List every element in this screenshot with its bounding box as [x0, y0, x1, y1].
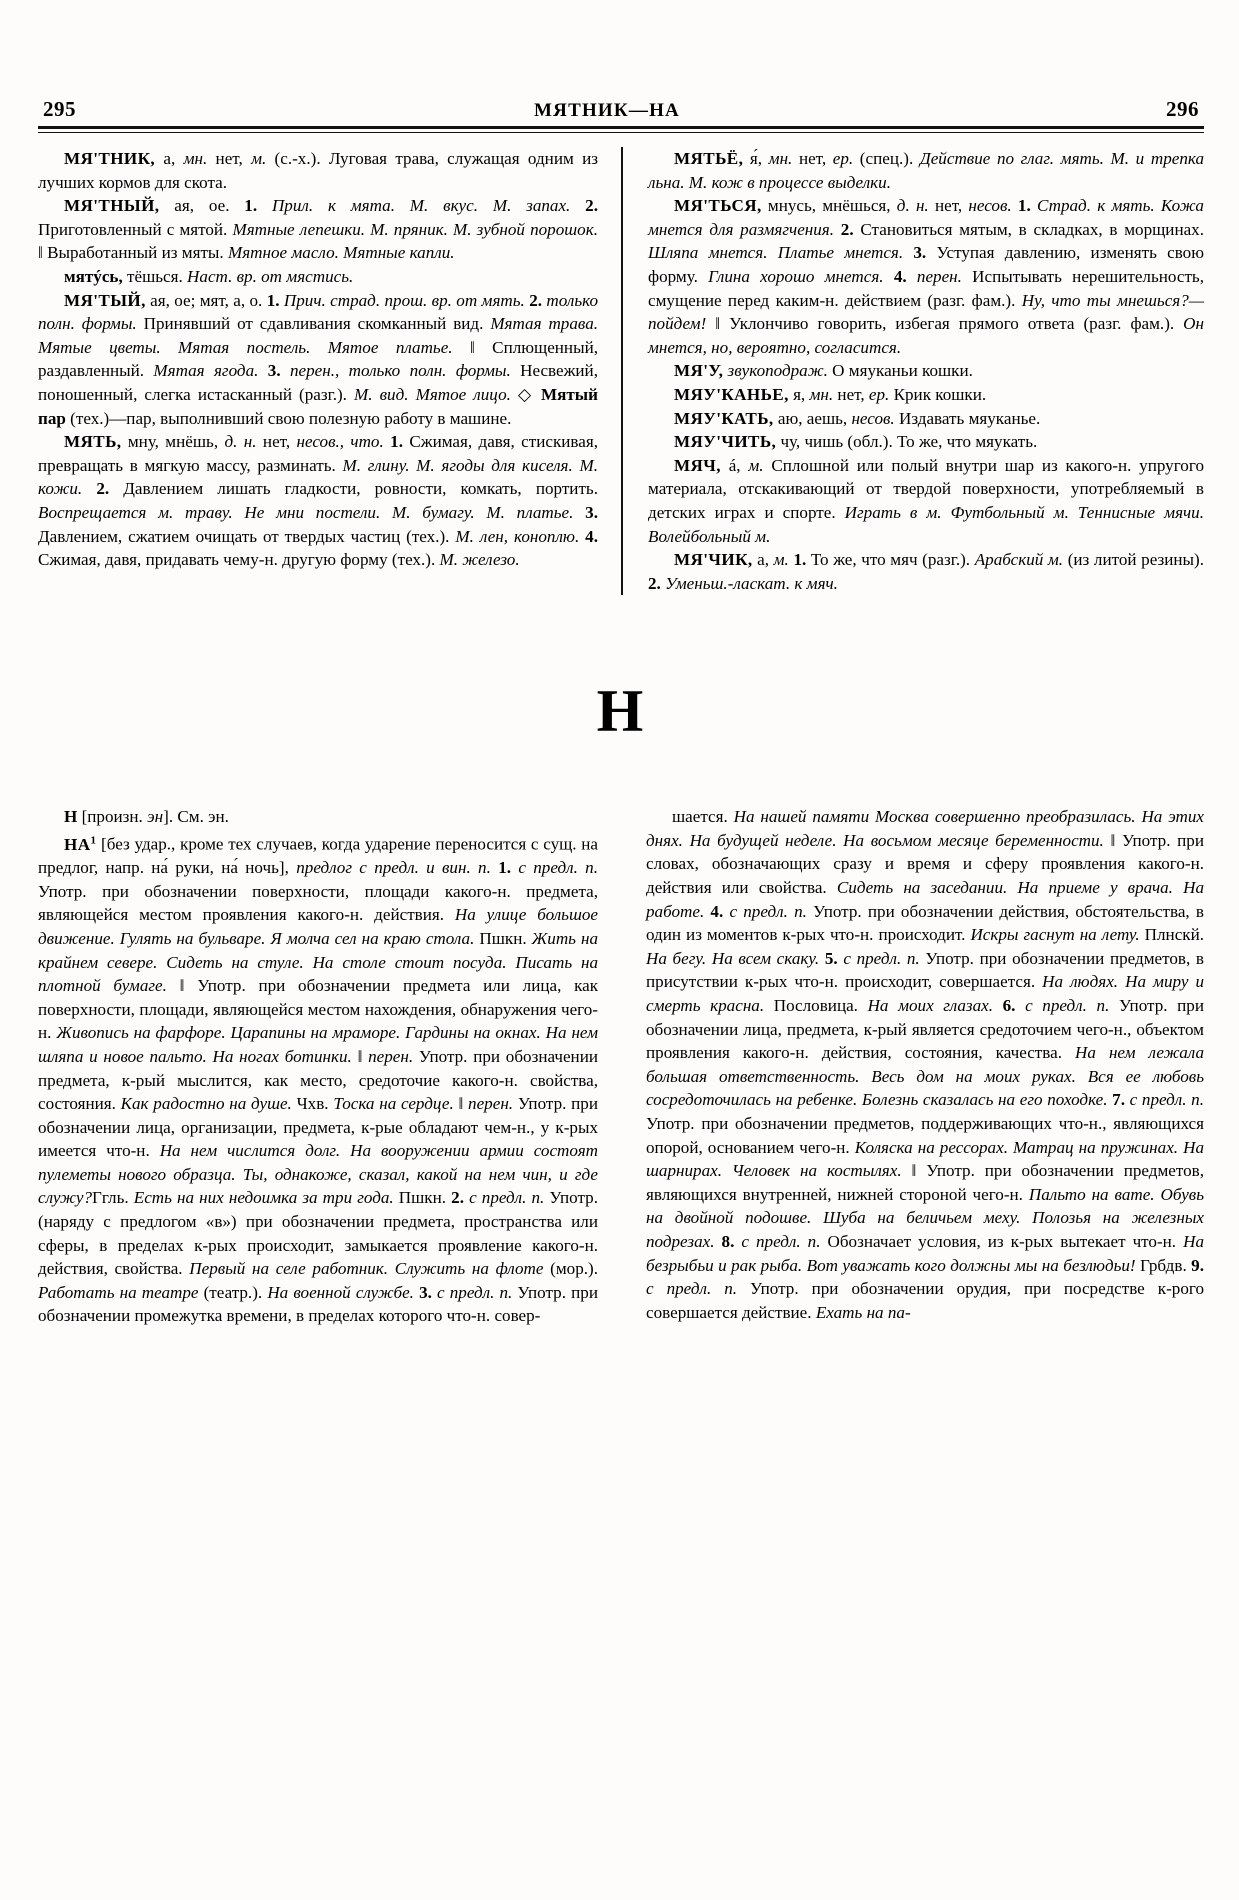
section-myatnik [38, 147, 1204, 595]
letter-heading-n: Н [596, 678, 646, 745]
column-right-section1 [621, 147, 1204, 595]
dictionary-entry: Н [произн. эн]. См. эн. [64, 807, 229, 827]
dictionary-entry: $НА^1$ [без удар., кроме тех случаев, когда ударение переносится с сущ. на предлог, напр. на́ руки, на́ ночь], предлог с предл. и вин. п. 1. с предл. п. Употр. при обозначении поверхности, площади какого-н. предмета, являющейся местом проявления какого-н. действия. На улице большое движение. Гулять на бульваре. Я молча сел на краю стола. Пшкн. Жить на крайнем севере. Сидеть на стуле. На столе стоит посуда. Писать на плотной бумаге. ‖ Употр. при обозначении предмета или лица, как поверхности, площади, являющейся местом нахождения, обнаружения чего-н. Живопись на фарфоре. Царапины на мраморе. Гардины на окнах. На нем шляпа и новое пальто. На ногах ботинки. ‖ перен. Употр. при обозначении предмета, к-рый мыслится, как место, средоточие какого-н. свойства, состояния. Как радостно на душе. Чхв. Тоска на сердце. ‖ перен. Употр. при обозначении лица, организации, предмета, к-рые обладают чем-н., у к-рых имеется что-н. На нем числится долг. На вооружении армии состоят пулеметы нового образца. Ты, однакоже, сказал, какой на нем чин, и где служу?Ггль. Есть на них недоимка за три года. Пшкн. 2. с предл. п. Употр. (наряду с предлогом «в») при обозначении предмета, пространства или сферы, в пределах к-рых происходит, замыкается проявление какого-н. действия, свойства. Первый на селе работник. Служить на флоте (мор.). Работать на театре (театр.). На военной службе. 3. с предл. п. Употр. при обозначении промежутка времени, в пределах которого что-н. совер- [38, 833, 599, 1326]
column-left-section2 [38, 805, 621, 1328]
dictionary-entry: МЯ'ТЬСЯ, мнусь, мнёшься, д. н. нет, несов. 1. Страд. к мять. Кожа мнется для размягчения. 2. Становиться мятым, в складках, в морщинах. Шляпа мнется. Платье мнется. 3. Уступая давлению, изменять свою форму. Глина хорошо мнется. 4. перен. Испытывать нерешительность, смущение перед каким-н. действием (разг. фам.). Ну, что ты мнешься?—пойдем! ‖ Уклончиво говорить, избегая прямого ответа (разг. фам.). Он мнется, но, вероятно, согласится. [648, 196, 1205, 357]
folio-right: 296 [1166, 97, 1199, 121]
header-rule [38, 126, 1204, 133]
running-title: МЯТНИК—НА [534, 100, 680, 121]
dictionary-entry: МЯ'ЧИК, а, м. 1. То же, что мяч (разг.). Арабский м. (из литой резины). 2. Уменьш.-ласкат. к мяч. [648, 550, 1204, 593]
column-right-section2 [621, 805, 1204, 1328]
dictionary-entry: МЯ'ТНИК, а, мн. нет, м. (с.-х.). Луговая трава, служащая одним из лучших кормов для скота. [38, 149, 598, 192]
running-head [38, 92, 1204, 120]
column-left-section1 [38, 147, 621, 595]
dictionary-entry: МЯТЬ, мну, мнёшь, д. н. нет, несов., что. 1. Сжимая, давя, стискивая, превращать в мягкую массу, разминать. М. глину. М. ягоды для киселя. М. кожи. 2. Давлением лишать гладкости, ровности, комкать, портить. Воспрещается м. траву. Не мни постели. М. бумагу. М. платье. 3. Давлением, сжатием очищать от твердых частиц (тех.). М. лен, коноплю. 4. Сжимая, давя, придавать чему-н. другую форму (тех.). М. железо. [38, 432, 598, 570]
dictionary-entry: мятýсь, тёшься. Наст. вр. от мястись. [64, 266, 354, 286]
dictionary-entry: МЯЧ, á, м. Сплошной или полый внутри шар из какого-н. упругого материала, отскакивающий от твердой поверхности, употребляемый в детских играх и спорте. Играть в м. Футбольный м. Теннисные мячи. Волейбольный м. [648, 455, 1204, 546]
dictionary-entry: МЯ'ТЫЙ, ая, ое; мят, а, о. 1. Прич. страд. прош. вр. от мять. 2. только полн. формы. Принявший от сдавливания скомканный вид. Мятая трава. Мятые цветы. Мятая постель. Мятое платье. ‖ Сплющенный, раздавленный. Мятая ягода. 3. перен., только полн. формы. Несвежий, поношенный, слегка истасканный (разг.). М. вид. Мятое лицо. ◇ Мятый пар (тех.)—пар, выполнивший свою полезную работу в машине. [38, 290, 599, 428]
folio-left: 295 [43, 97, 76, 121]
dictionary-entry: МЯ'У, звукоподраж. О мяуканьи кошки. [674, 361, 973, 381]
dictionary-entry: МЯТЬЁ, я́, мн. нет, ер. (спец.). Действие по глаг. мять. М. и трепка льна. М. кож в процессе выделки. [648, 149, 1204, 192]
dictionary-entry-continued: шается. На нашей памяти Москва совершенно преобразилась. На этих днях. На будущей неделе. На восьмом месяце беременности. ‖ Употр. при словах, обозначающих сразу и время и сферу проявления какого-н. действия или свойства. Сидеть на заседании. На приеме у врача. На работе. 4. с предл. п. Употр. при обозначении действия, обстоятельства, в один из моментов к-рых что-н. происходит. Искры гаснут на лету. Плнскй. На бегу. На всем скаку. 5. с предл. п. Употр. при обозначении предметов, в присутствии к-рых что-н. происходит, совершается. На людях. На миру и смерть красна. Пословица. На моих глазах. 6. с предл. п. Употр. при обозначении лица, предмета, к-рый является средоточием чего-н., объектом проявления какого-н. действия, состояния, качества. На нем лежала большая ответственность. Весь дом на моих руках. Вся ее любовь сосредоточилась на ребенке. Болезнь сказалась на его походке. 7. с предл. п. Употр. при обозначении предметов, поддерживающих что-н., являющихся опорой, основанием чего-н. Коляска на рессорах. Матрац на пружинах. На шарнирах. Человек на костылях. ‖ Употр. при обозначении предметов, являющихся внутренней, нижней стороной чего-н. Пальто на вате. Обувь на двойной подошве. Шуба на беличьем меху. Полозья на железных подрезах. 8. с предл. п. Обозначает условия, из к-рых вытекает что-н. На безрыбьи и рак рыба. Вот уважать кого должны мы на безлюдьи! Грбдв. 9. с предл. п. Употр. при обозначении орудия, при посредстве к-рого совершается действие. Ехать на па- [646, 807, 1205, 1322]
dictionary-entry: МЯУ'КАТЬ, аю, аешь, несов. Издавать мяуканье. [674, 408, 1041, 428]
dictionary-entry: МЯУ'ЧИТЬ, чу, чишь (обл.). То же, что мяукать. [674, 432, 1038, 452]
dictionary-entry: МЯ'ТНЫЙ, ая, ое. 1. Прил. к мята. М. вкус. М. запах. 2. Приготовленный с мятой. Мятные лепешки. М. пряник. М. зубной порошок. ‖ Выработанный из мяты. Мятное масло. Мятные капли. [38, 196, 598, 263]
section-na [38, 805, 1204, 1328]
dictionary-entry: МЯУ'КАНЬЕ, я, мн. нет, ер. Крик кошки. [674, 384, 987, 404]
